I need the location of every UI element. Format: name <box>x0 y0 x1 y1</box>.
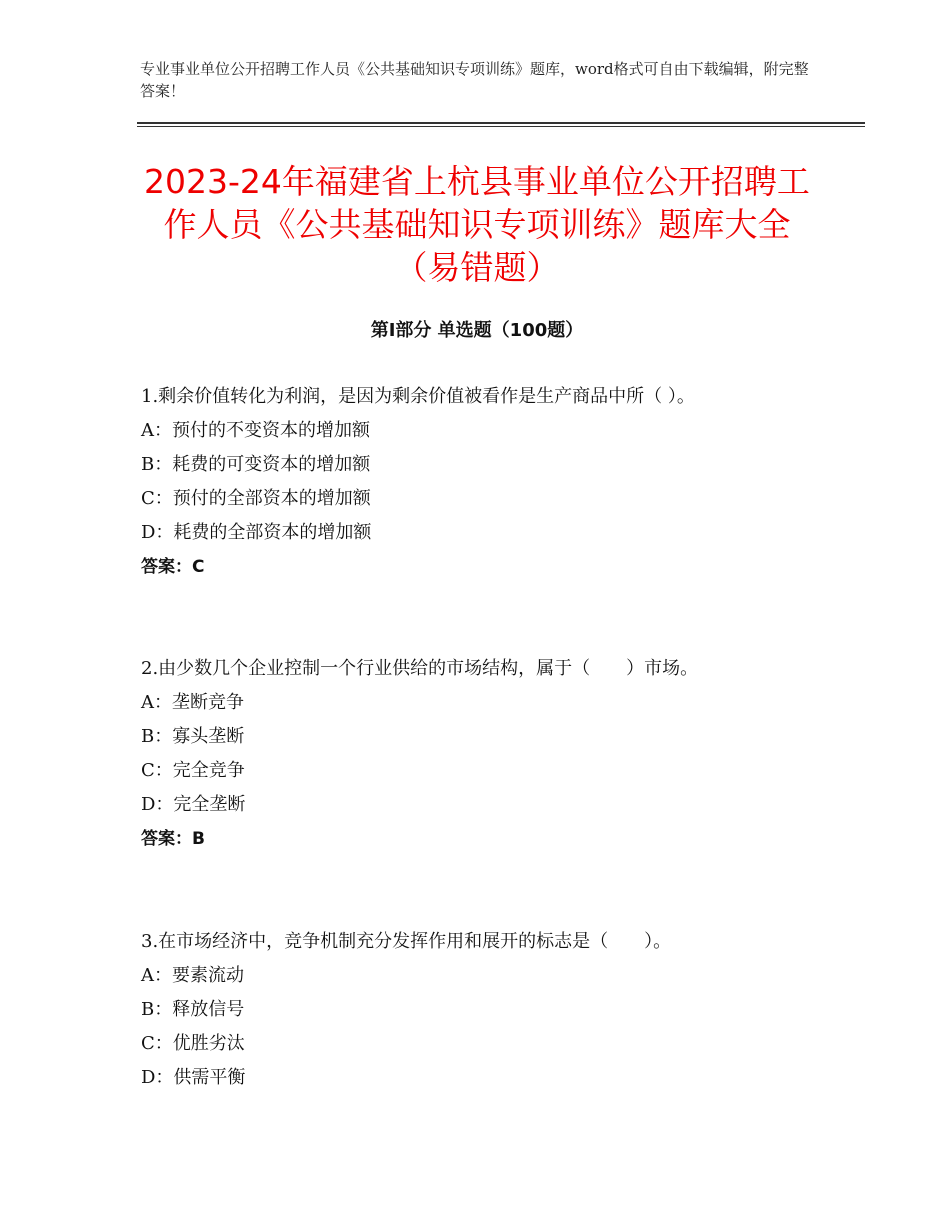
question-stem: 2.由少数几个企业控制一个行业供给的市场结构，属于（ ）市场。 <box>141 658 699 679</box>
question-stem: 3.在市场经济中，竞争机制充分发挥作用和展开的标志是（ ）。 <box>141 931 672 952</box>
option-c: C：预付的全部资本的增加额 <box>141 488 371 509</box>
option-a: A：预付的不变资本的增加额 <box>141 420 370 441</box>
question-1 <box>141 380 801 584</box>
header-note: 专业事业单位公开招聘工作人员《公共基础知识专项训练》题库，word格式可自由下载编辑，附完整答案！ <box>140 60 809 100</box>
answer: 答案：C <box>141 557 205 577</box>
section-heading: 第Ⅰ部分 单选题（100题） <box>370 320 584 341</box>
option-d: D：完全垄断 <box>141 794 246 815</box>
option-b: B：寡头垄断 <box>141 726 245 747</box>
header-rule-thin <box>137 126 865 127</box>
option-b: B：耗费的可变资本的增加额 <box>141 454 371 475</box>
question-2 <box>141 652 801 856</box>
option-d: D：耗费的全部资本的增加额 <box>141 522 372 543</box>
option-d: D：供需平衡 <box>141 1067 246 1088</box>
answer: 答案：B <box>141 829 205 849</box>
option-c: C：优胜劣汰 <box>141 1033 245 1054</box>
option-a: A：要素流动 <box>141 965 244 986</box>
option-c: C：完全竞争 <box>141 760 245 781</box>
option-a: A：垄断竞争 <box>141 692 244 713</box>
header-rule-thick <box>137 122 865 124</box>
question-3 <box>141 925 801 1095</box>
question-stem: 1.剩余价值转化为利润，是因为剩余价值被看作是生产商品中所（ ）。 <box>141 386 695 407</box>
document-title: 2023-24年福建省上杭县事业单位公开招聘工作人员《公共基础知识专项训练》题库大全（易错题） <box>144 162 810 287</box>
option-b: B：释放信号 <box>141 999 245 1020</box>
